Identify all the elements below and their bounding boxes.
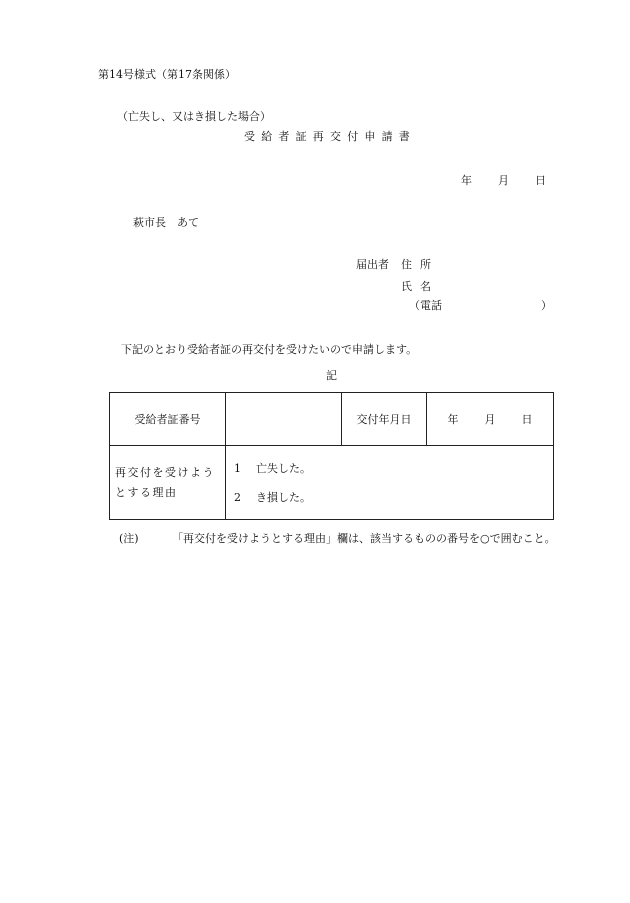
info-table — [109, 392, 554, 520]
applicant-label: 届出者 — [356, 258, 389, 271]
issue-date-label: 交付年月日 — [342, 393, 427, 446]
phone-label: （電話 — [409, 299, 442, 312]
date-line — [461, 175, 546, 186]
option-number: 2 — [234, 490, 241, 504]
note-label: (注) — [119, 532, 139, 545]
reason-label-line2: とする理由 — [115, 485, 178, 499]
option-text: 亡失した。 — [256, 461, 311, 475]
document-title: 受給者証再交付申請書 — [244, 130, 416, 143]
address-label: 住所 — [401, 258, 439, 271]
subtitle: （亡失し、又はき損した場合） — [117, 110, 271, 123]
issue-month: 月 — [484, 413, 496, 426]
name-label: 氏名 — [401, 280, 439, 293]
cert-number-label: 受給者証番号 — [110, 393, 226, 446]
addressee: 萩市長 あて — [133, 216, 199, 229]
table-row — [110, 393, 554, 446]
cert-number-value[interactable] — [226, 393, 342, 446]
issue-date-value[interactable] — [427, 393, 554, 446]
phone-close-paren: ） — [541, 299, 552, 312]
date-year: 年 — [461, 174, 472, 187]
issue-year: 年 — [447, 413, 459, 426]
reason-options — [226, 446, 554, 520]
reason-label-line1: 再交付を受けよう — [115, 465, 215, 479]
body-text: 下記のとおり受給者証の再交付を受けたいので申請します。 — [121, 343, 418, 356]
option-text: き損した。 — [256, 490, 311, 504]
option-number: 1 — [234, 461, 241, 475]
reason-option-1[interactable] — [234, 454, 553, 483]
reason-option-2[interactable] — [234, 483, 553, 512]
reason-label — [110, 446, 226, 520]
note-text: 「再交付を受けようとする理由」欄は、該当するものの番号を○で囲むこと。 — [172, 532, 556, 545]
ki-label: 記 — [326, 369, 337, 382]
date-day: 日 — [535, 174, 546, 187]
date-month: 月 — [498, 174, 509, 187]
table-row — [110, 446, 554, 520]
issue-day: 日 — [521, 413, 533, 426]
form-number: 第14号様式（第17条関係） — [98, 68, 236, 81]
